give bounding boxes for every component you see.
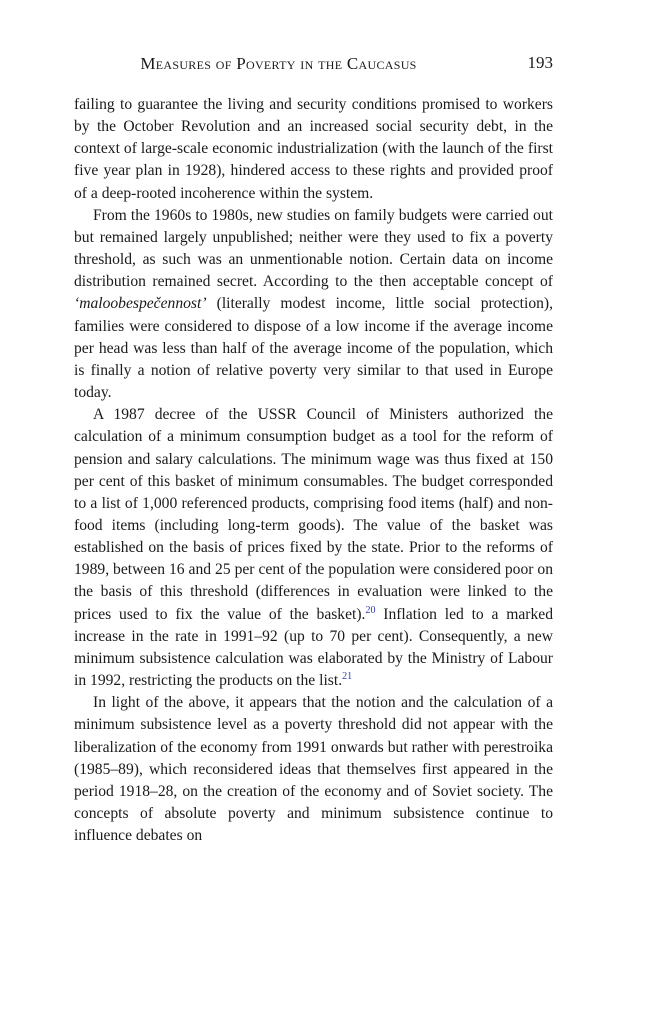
book-page: [74, 50, 553, 847]
italic-term: ‘maloobespečennost’: [74, 295, 207, 313]
paragraph-2-text-before: From the 1960s to 1980s, new studies on family budgets were carried out but remained largely unpublished; neither were they used to fix a poverty threshold, as such was an unmentionable notion. Certain data on income distribution remained secret. According to the then acceptable concept of: [74, 206, 553, 291]
paragraph-3: [74, 404, 553, 692]
running-header: [74, 50, 553, 80]
page-number: 193: [527, 53, 553, 72]
paragraph-1: failing to guarantee the living and security conditions promised to workers by the October Revolution and an increased social security debt, in the context of large-scale economic industrialization (with the launch of the first five year plan in 1928), hindered access to these rights and provided proof of a deep-rooted incoherence within the system.: [74, 96, 553, 202]
footnote-ref-20[interactable]: 20: [365, 604, 376, 616]
paragraph-2-text-after: (literally modest income, little social protection), families were considered to dispose of a low income if the average income per head was less than half of the average income of the population, which is finally a notion of relative poverty very similar to that used in Europe today.: [74, 295, 553, 402]
running-title: Measures of Poverty in the Caucasus: [140, 54, 417, 73]
paragraph-3-text-middle: Inflation led to a marked increase in the rate in 1991–92 (up to 70 per cent). Consequently, a new minimum subsistence calculation was elaborated by the Ministry of Labour in 1992, restricting the products on the list.: [74, 605, 554, 690]
paragraph-2: [74, 205, 553, 404]
paragraph-4: In light of the above, it appears that the notion and the calculation of a minimum subsistence level as a poverty threshold did not appear with the liberalization of the economy from 1991 onwards but rather with perestroika (1985–89), which reconsidered ideas that themselves first appeared in the period 1918–28, on the creation of the economy and of Soviet society. The concepts of absolute poverty and minimum subsistence continue to influence debates on: [74, 694, 553, 845]
paragraph-3-text-before: A 1987 decree of the USSR Council of Ministers authorized the calculation of a minimum consumption budget as a tool for the reform of pension and salary calculations. The minimum wage was thus fixed at 150 per cent of this basket of minimum consumables. The budget corresponded to a list of 1,000 referenced products, comprising food items (half) and non-food items (including long-term goods). The value of the basket was established on the basis of prices fixed by the state. Prior to the reforms of 1989, between 16 and 25 per cent of the population were considered poor on the basis of this threshold (differences in evaluation were linked to the prices used to fix the value of the basket).: [74, 406, 553, 623]
body-text: [74, 94, 553, 847]
footnote-ref-21[interactable]: 21: [342, 671, 353, 683]
